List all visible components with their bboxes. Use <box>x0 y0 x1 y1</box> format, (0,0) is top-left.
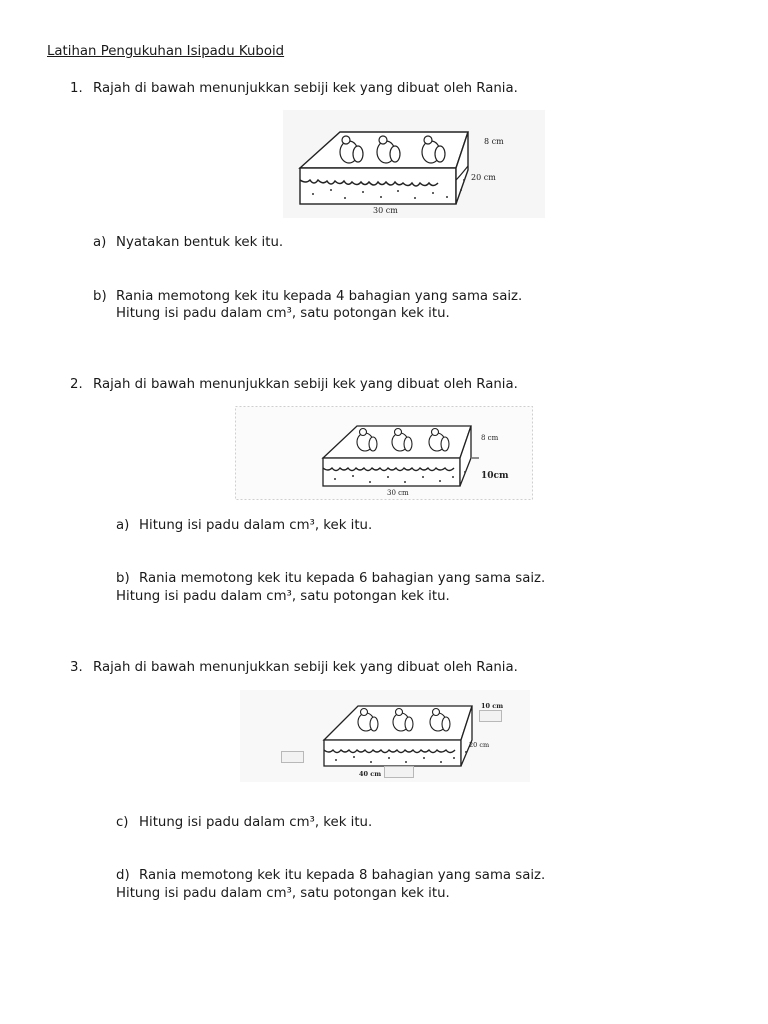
question-1-number: 1. <box>70 81 83 96</box>
cake-figure-1 <box>283 110 545 218</box>
cake-1-width-label: 20 cm <box>471 173 496 182</box>
cake-3-width-label: 20 cm <box>469 741 490 749</box>
cake-2-height-label: 8 cm <box>481 434 499 442</box>
cake-figure-2 <box>235 406 533 500</box>
answer-box-width[interactable] <box>281 751 304 763</box>
page-title: Latihan Pengukuhan Isipadu Kuboid <box>47 44 285 59</box>
q2-part-b-line2: Hitung isi padu dalam cm³, satu potongan kek itu. <box>116 589 450 604</box>
q2-part-a-label: a) <box>116 518 130 533</box>
q3-part-c-text: Hitung isi padu dalam cm³, kek itu. <box>139 815 373 830</box>
answer-box-length[interactable] <box>384 766 414 778</box>
question-2-text: Rajah di bawah menunjukkan sebiji kek yang dibuat oleh Rania. <box>93 377 518 392</box>
q2-part-b-label: b) <box>116 571 130 586</box>
q1-part-a-label: a) <box>93 235 107 250</box>
q2-part-a-text: Hitung isi padu dalam cm³, kek itu. <box>139 518 373 533</box>
q1-part-b-line1: Rania memotong kek itu kepada 4 bahagian yang sama saiz. <box>116 289 523 304</box>
q1-part-b-label: b) <box>93 289 107 304</box>
cake-1-length-label: 30 cm <box>373 206 398 215</box>
q1-part-a-text: Nyatakan bentuk kek itu. <box>116 235 284 250</box>
question-1-text: Rajah di bawah menunjukkan sebiji kek yang dibuat oleh Rania. <box>93 81 518 96</box>
question-3-number: 3. <box>70 660 83 675</box>
q1-part-b-line2: Hitung isi padu dalam cm³, satu potongan kek itu. <box>116 306 450 321</box>
cake-3-height-label: 10 cm <box>481 702 504 710</box>
q2-part-b-line1: Rania memotong kek itu kepada 6 bahagian yang sama saiz. <box>139 571 546 586</box>
q3-part-d-line1: Rania memotong kek itu kepada 8 bahagian yang sama saiz. <box>139 868 546 883</box>
q3-part-d-label: d) <box>116 868 130 883</box>
cake-2-width-label: 10cm <box>481 471 509 481</box>
q3-part-d-line2: Hitung isi padu dalam cm³, satu potongan kek itu. <box>116 886 450 901</box>
cake-2-length-label: 30 cm <box>387 489 409 497</box>
question-3-text: Rajah di bawah menunjukkan sebiji kek yang dibuat oleh Rania. <box>93 660 518 675</box>
question-2-number: 2. <box>70 377 83 392</box>
answer-box-height[interactable] <box>479 710 502 722</box>
cake-3-length-label: 40 cm <box>359 770 382 778</box>
q3-part-c-label: c) <box>116 815 129 830</box>
cake-1-height-label: 8 cm <box>484 137 504 146</box>
